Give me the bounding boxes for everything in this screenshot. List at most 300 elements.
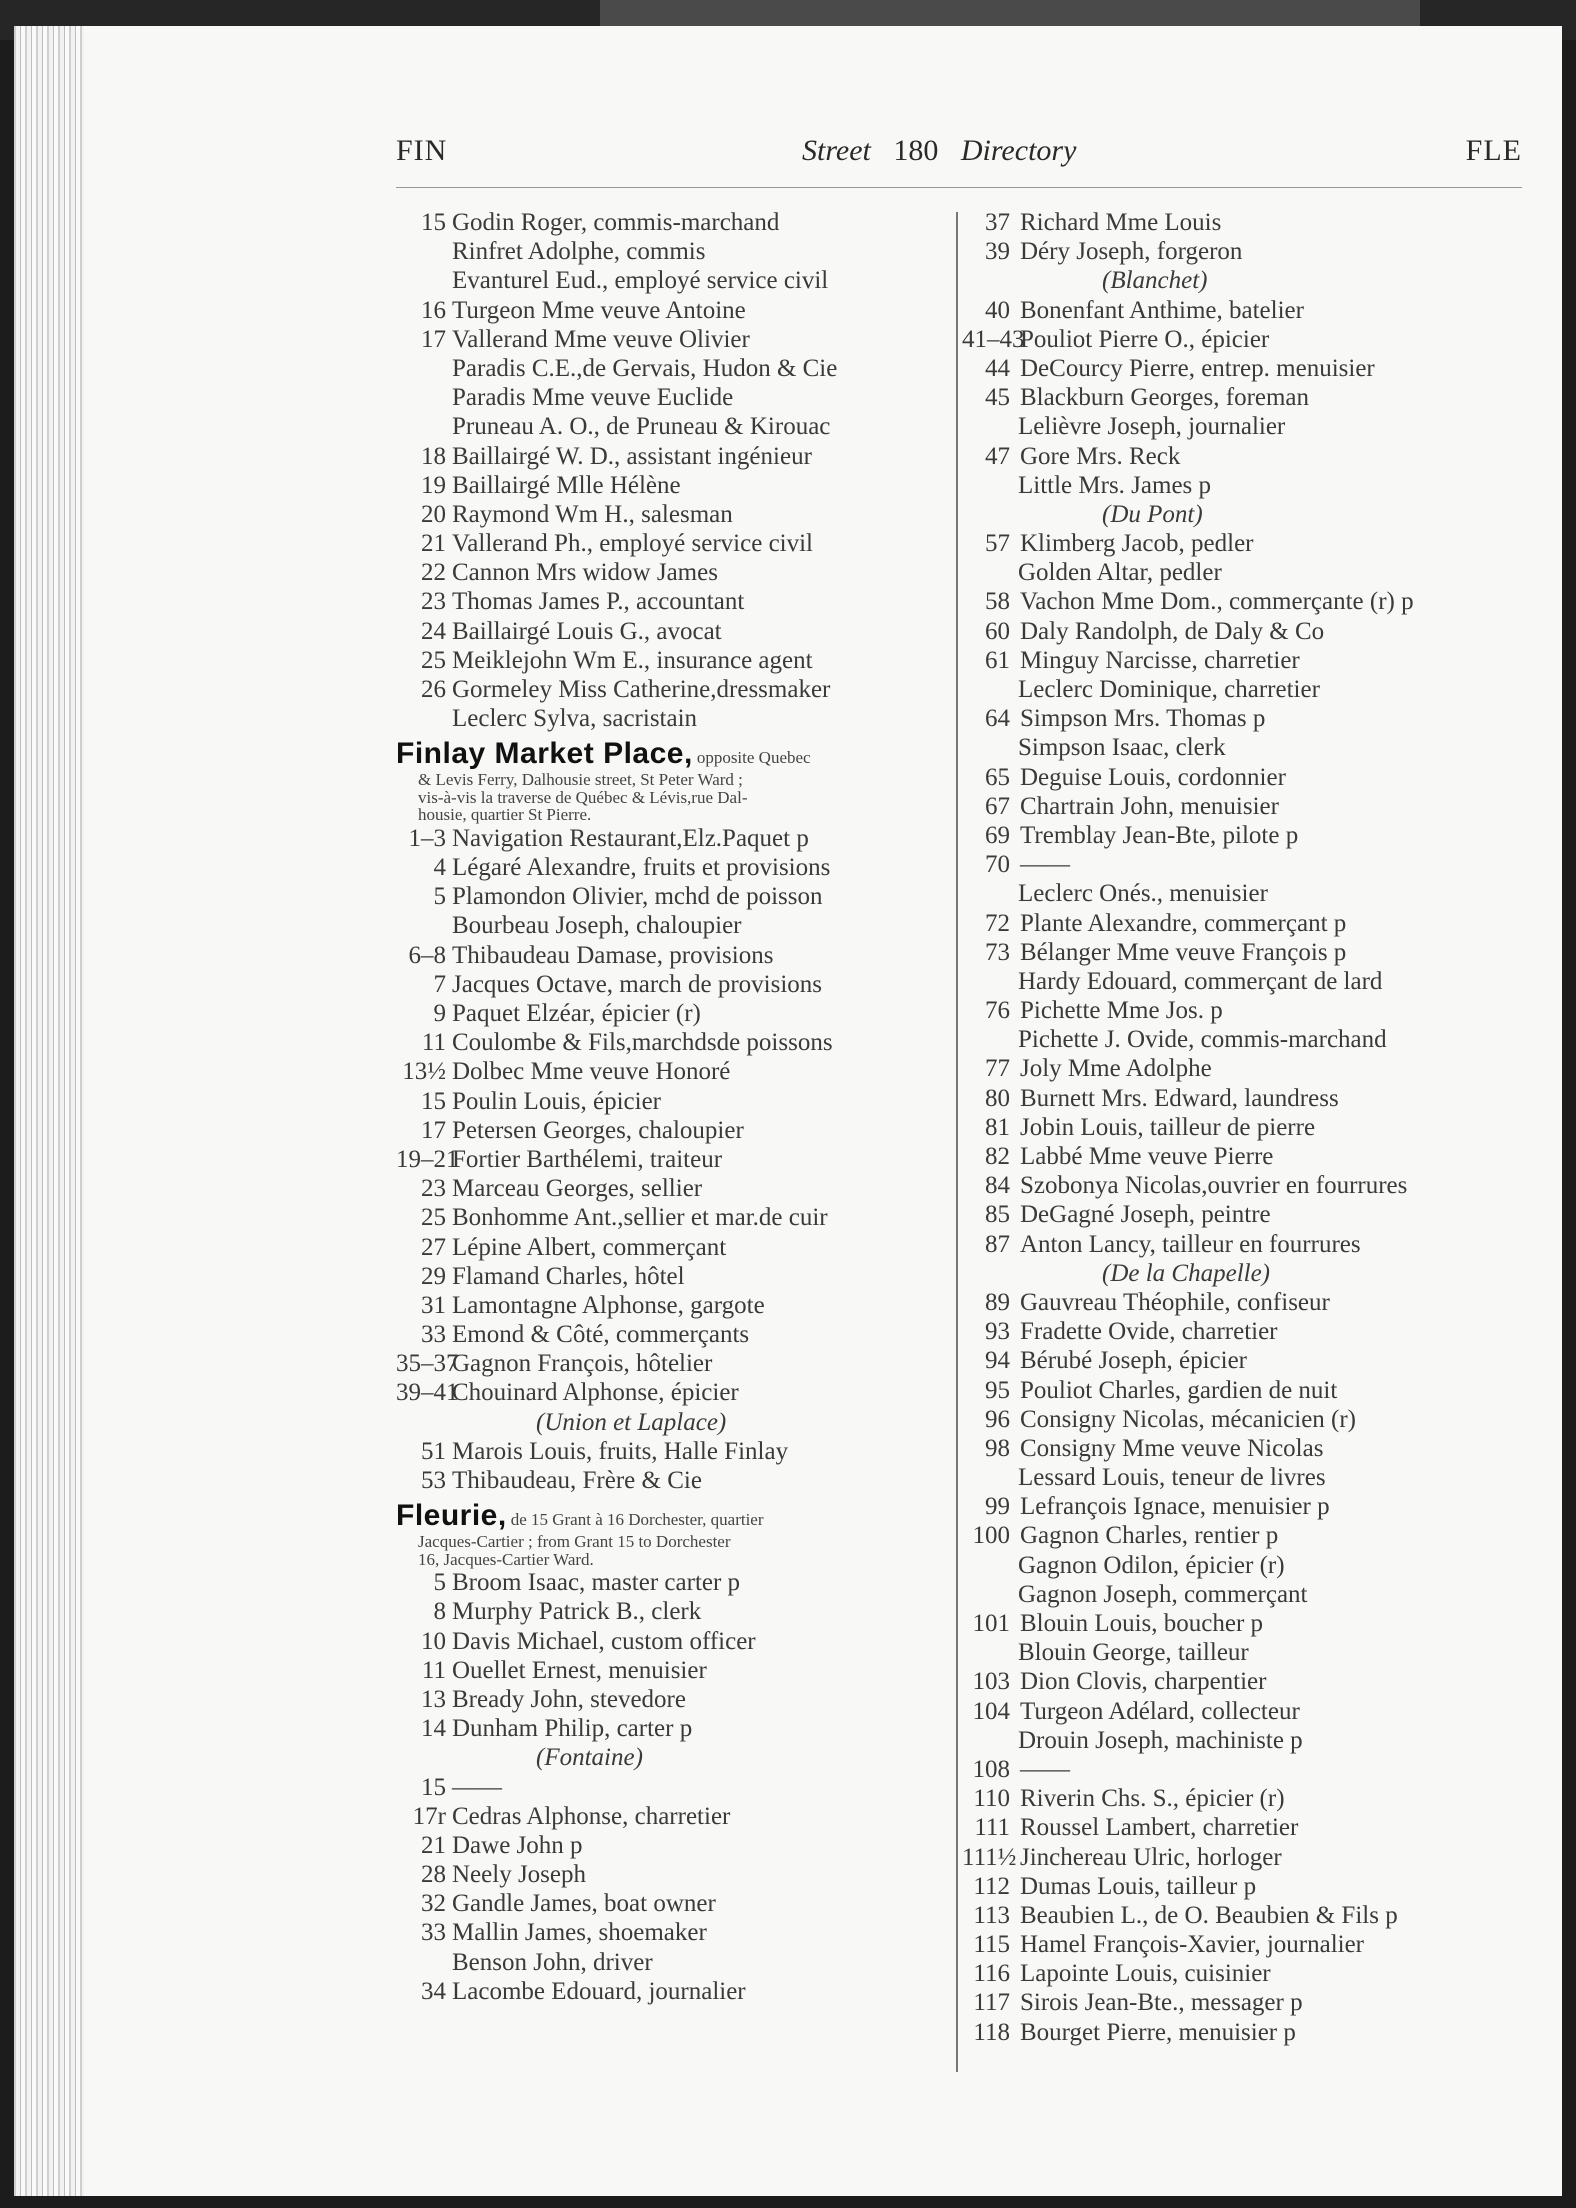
directory-entry [962,1901,1522,1930]
house-number: 73 [985,938,1010,966]
directory-entry [962,1609,1522,1638]
house-number: 15 [421,1087,446,1115]
header-title [802,134,1076,168]
resident-text: Dion Clovis, charpentier [1020,1668,1267,1696]
resident-text: Marceau Georges, sellier [452,1175,703,1203]
street-desc-line: & Levis Ferry, Dalhousie street, St Peter Ward ; [418,770,743,790]
resident-text: (Union et Laplace) [536,1408,727,1436]
resident-text: Gagnon Joseph, commerçant [1018,1580,1308,1608]
resident-text: Vallerand Mme veuve Olivier [452,325,750,353]
house-number: 4 [433,854,446,882]
directory-entry [962,1054,1522,1083]
resident-text: Simpson Mrs. Thomas p [1020,705,1266,733]
house-number: 17 [421,325,446,353]
directory-entry [396,1714,952,1743]
house-number: 95 [985,1376,1010,1404]
street-desc [396,771,952,824]
directory-entry [396,1145,952,1174]
resident-text: Turgeon Mme veuve Antoine [452,296,746,324]
resident-text: Baillairgé Louis G., avocat [452,617,722,645]
directory-entry [962,792,1522,821]
resident-text: Leclerc Sylva, sacristain [452,705,698,733]
street-name: Finlay Market Place, [396,737,693,771]
directory-entry [962,646,1522,675]
directory-entry [396,266,952,295]
house-number: 20 [421,500,446,528]
house-number: 72 [985,909,1010,937]
directory-entry [396,1378,952,1407]
house-number: 31 [421,1291,446,1319]
house-number: 93 [985,1318,1010,1346]
directory-entry [962,850,1522,879]
header-street-word: Street [802,134,871,167]
house-number: 82 [985,1143,1010,1170]
resident-text: Burnett Mrs. Edward, laundress [1020,1084,1339,1112]
resident-text: Szobonya Nicolas,ouvrier en fourrures [1020,1172,1408,1200]
house-number: 101 [972,1610,1010,1637]
directory-entry [396,1233,952,1262]
directory-entry [396,1597,952,1626]
directory-entry [396,1773,952,1802]
resident-text: Leclerc Onés., menuisier [1018,880,1268,908]
page-header [396,134,1522,182]
house-number: 57 [985,530,1010,558]
resident-text: Fortier Barthélemi, traiteur [452,1145,723,1173]
house-number: 21 [421,530,446,558]
directory-entry [396,824,952,853]
resident-text: —— [1020,851,1070,879]
directory-entry [396,325,952,354]
house-number: 37 [985,209,1010,236]
house-number: 9 [433,1000,446,1027]
resident-text: Marois Louis, fruits, Halle Finlay [452,1437,789,1465]
directory-entry [962,325,1522,354]
resident-text: Pouliot Pierre O., épicier [1020,325,1270,353]
directory-entry [396,1918,952,1947]
entries-group-c [396,1568,952,2006]
house-number: 22 [421,559,446,587]
resident-text: Anton Lancy, tailleur en fourrures [1020,1230,1361,1258]
directory-entry [396,1627,952,1656]
house-number: 41–43 [962,325,1025,353]
house-number: 89 [985,1288,1010,1316]
directory-entry [962,821,1522,850]
resident-text: Raymond Wm H., salesman [452,500,733,528]
house-number: 113 [973,1901,1010,1929]
resident-text: Chartrain John, menuisier [1020,792,1279,820]
directory-entry [962,1843,1522,1872]
directory-entry [396,911,952,940]
resident-text: Consigny Nicolas, mécanicien (r) [1020,1405,1357,1433]
house-number: 67 [985,792,1010,820]
directory-entry [396,1437,952,1466]
directory-entry [396,617,952,646]
directory-entry [962,412,1522,441]
house-number: 25 [421,646,446,674]
directory-entry [396,237,952,266]
resident-text: Golden Altar, pedler [1018,559,1222,587]
directory-entry [962,383,1522,412]
directory-entry [962,1784,1522,1813]
directory-entry [396,558,952,587]
resident-text: Neely Joseph [452,1861,586,1889]
resident-text: Lessard Louis, teneur de livres [1018,1464,1326,1492]
resident-text: Pichette J. Ovide, commis-marchand [1018,1026,1387,1054]
house-number: 24 [421,617,446,645]
directory-entry [396,1743,952,1772]
street-desc-line: Jacques-Cartier ; from Grant 15 to Dorchester [418,1532,731,1552]
house-number: 58 [985,588,1010,616]
house-number: 10 [421,1627,446,1655]
directory-entry [396,1948,952,1977]
directory-entry [962,237,1522,266]
resident-text: Thibaudeau Damase, provisions [452,941,774,969]
house-number: 103 [972,1668,1010,1696]
resident-text: Bélanger Mme veuve François p [1020,938,1347,966]
directory-entry [396,1889,952,1918]
resident-text: Bonhomme Ant.,sellier et mar.de cuir [452,1204,828,1232]
house-number: 99 [985,1493,1010,1521]
directory-entry [962,763,1522,792]
house-number: 111 [974,1814,1010,1842]
header-rule [396,187,1522,188]
directory-entry [396,354,952,383]
directory-entry [396,1291,952,1320]
directory-entry [962,1872,1522,1901]
directory-entry [962,1346,1522,1375]
house-number: 77 [985,1055,1010,1083]
house-number: 65 [985,763,1010,791]
house-number: 15 [421,1773,446,1801]
resident-text: Cedras Alphonse, charretier [452,1802,731,1830]
resident-text: Petersen Georges, chaloupier [452,1116,744,1144]
house-number: 13½ [402,1058,446,1086]
directory-entry [962,1463,1522,1492]
house-number: 115 [973,1931,1010,1959]
house-number: 18 [421,442,446,470]
header-left-key: FIN [396,134,448,167]
directory-entry [396,1685,952,1714]
house-number: 34 [421,1977,446,2005]
directory-entry [962,1988,1522,2017]
directory-entry [396,1057,952,1086]
resident-text: (Du Pont) [1102,500,1203,528]
directory-entry [962,471,1522,500]
directory-entry [396,1116,952,1145]
directory-entry [396,442,952,471]
resident-text: Gormeley Miss Catherine,dressmaker [452,676,831,703]
house-number: 17r [412,1802,446,1830]
directory-entry [962,1171,1522,1200]
resident-text: (Blanchet) [1102,267,1208,295]
directory-entry [962,996,1522,1025]
resident-text: Baillairgé W. D., assistant ingénieur [452,442,812,470]
directory-entry [962,909,1522,938]
resident-text: Bonenfant Anthime, batelier [1020,296,1304,324]
resident-text: Lelièvre Joseph, journalier [1018,413,1286,441]
house-number: 8 [433,1598,446,1626]
house-number: 27 [421,1233,446,1261]
house-number: 44 [985,354,1010,382]
left-column [396,208,952,2006]
directory-entry [396,675,952,704]
resident-text: Gore Mrs. Reck [1020,442,1181,470]
resident-text: Bready John, stevedore [452,1685,686,1713]
directory-entry [396,1831,952,1860]
entries-group-a [396,208,952,733]
directory-entry [962,587,1522,616]
house-number: 87 [985,1230,1010,1258]
street-desc-line: vis-à-vis la traverse de Québec & Lévis,rue Dal- [418,787,748,807]
directory-entry [962,1230,1522,1259]
resident-text: —— [1020,1755,1070,1783]
directory-entry [962,1084,1522,1113]
resident-text: Lacombe Edouard, journalier [452,1977,746,2005]
directory-entry [962,1288,1522,1317]
directory-entry [962,442,1522,471]
resident-text: Broom Isaac, master carter p [452,1569,741,1597]
street-desc [396,1533,952,1568]
house-number: 5 [433,883,446,911]
directory-entry [962,879,1522,908]
entries-right [962,208,1522,2047]
header-directory-word: Directory [960,134,1077,167]
house-number: 112 [973,1872,1010,1900]
house-number: 110 [973,1785,1010,1813]
resident-text: Légaré Alexandre, fruits et provisions [452,854,831,882]
street-name: Fleurie, [396,1499,507,1533]
house-number: 118 [973,2018,1010,2046]
directory-entry [396,704,952,733]
directory-entry [962,1638,1522,1667]
directory-entry [962,1667,1522,1696]
directory-entry [396,1977,952,2006]
directory-entry [962,1580,1522,1609]
directory-entry [396,999,952,1028]
house-number: 81 [985,1113,1010,1141]
directory-entry [396,1802,952,1831]
resident-text: Deguise Louis, cordonnier [1020,763,1286,791]
resident-text: Poulin Louis, épicier [452,1087,661,1115]
directory-entry [396,208,952,237]
directory-entry [396,1028,952,1057]
house-number: 11 [421,1656,446,1684]
resident-text: Benson John, driver [452,1948,653,1976]
directory-entry [962,1113,1522,1142]
house-number: 47 [985,442,1010,470]
resident-text: DeGagné Joseph, peintre [1020,1201,1271,1229]
resident-text: Bérubé Joseph, épicier [1020,1347,1248,1375]
resident-text: Vallerand Ph., employé service civil [452,530,813,558]
directory-entry [962,1200,1522,1229]
resident-text: Pichette Mme Jos. p [1020,997,1223,1025]
page-number: 180 [893,134,939,167]
resident-text: Thibaudeau, Frère & Cie [452,1467,702,1494]
resident-text: Lépine Albert, commerçant [452,1233,727,1261]
directory-entry [962,208,1522,237]
page-stack-edges [14,26,84,2196]
house-number: 15 [421,209,446,236]
directory-entry [962,354,1522,383]
directory-entry [962,1755,1522,1784]
directory-entry [962,1434,1522,1463]
directory-entry [396,941,952,970]
directory-entry [962,529,1522,558]
resident-text: DeCourcy Pierre, entrep. menuisier [1020,354,1375,382]
house-number: 28 [421,1861,446,1889]
resident-text: Déry Joseph, forgeron [1020,238,1243,266]
resident-text: (De la Chapelle) [1102,1259,1271,1287]
directory-entry [962,1259,1522,1288]
street-desc-first: opposite Quebec [696,748,811,768]
resident-text: Jinchereau Ulric, horloger [1020,1843,1282,1871]
house-number: 111½ [962,1843,1017,1871]
resident-text: Lefrançois Ignace, menuisier p [1020,1493,1330,1521]
directory-entry [962,1697,1522,1726]
directory-entry [962,675,1522,704]
house-number: 19–21 [396,1145,459,1173]
directory-entry [396,471,952,500]
house-number: 84 [985,1172,1010,1200]
resident-text: Consigny Mme veuve Nicolas [1020,1434,1324,1462]
house-number: 53 [421,1467,446,1494]
resident-text: Paradis Mme veuve Euclide [452,384,734,412]
resident-text: Evanturel Eud., employé service civil [452,267,829,295]
directory-entry [962,1025,1522,1054]
directory-entry [962,617,1522,646]
resident-text: Roussel Lambert, charretier [1020,1814,1299,1842]
house-number: 25 [421,1204,446,1232]
directory-entry [396,1408,952,1437]
house-number: 80 [985,1084,1010,1112]
resident-text: Blackburn Georges, foreman [1020,384,1310,412]
street-desc-line: housie, quartier St Pierre. [418,805,592,825]
directory-entry [962,1726,1522,1755]
house-number: 108 [972,1755,1010,1783]
resident-text: Plante Alexandre, commerçant p [1020,909,1347,937]
house-number: 104 [972,1697,1010,1725]
directory-entry [396,1262,952,1291]
resident-text: Rinfret Adolphe, commis [452,238,706,266]
directory-entry [396,646,952,675]
resident-text: Murphy Patrick B., clerk [452,1598,702,1626]
resident-text: Gagnon Odilon, épicier (r) [1018,1551,1285,1579]
house-number: 7 [433,970,446,998]
directory-entry [962,938,1522,967]
resident-text: Labbé Mme veuve Pierre [1020,1143,1274,1170]
resident-text: Bourget Pierre, menuisier p [1020,2018,1296,2046]
house-number: 33 [421,1321,446,1349]
house-number: 33 [421,1919,446,1947]
house-number: 69 [985,821,1010,849]
resident-text: Little Mrs. James p [1018,471,1212,499]
resident-text: Pouliot Charles, gardien de nuit [1020,1376,1338,1404]
street-heading-fleurie [396,1499,952,1568]
resident-text: Paradis C.E.,de Gervais, Hudon & Cie [452,354,838,382]
directory-entry [962,2018,1522,2047]
directory-entry [396,882,952,911]
resident-text: Dumas Louis, tailleur p [1020,1872,1257,1900]
resident-text: Lapointe Louis, cuisinier [1020,1960,1271,1988]
house-number: 60 [985,617,1010,645]
house-number: 16 [421,296,446,324]
resident-text: Blouin George, tailleur [1018,1639,1249,1667]
house-number: 51 [421,1437,446,1465]
directory-entry [396,1466,952,1495]
resident-text: Richard Mme Louis [1020,209,1222,236]
house-number: 1–3 [408,824,446,852]
street-desc-line: 16, Jacques-Cartier Ward. [418,1549,594,1569]
house-number: 5 [433,1569,446,1597]
resident-text: Gauvreau Théophile, confiseur [1020,1288,1330,1316]
directory-entry [396,1174,952,1203]
resident-text: Davis Michael, custom officer [452,1627,756,1655]
resident-text: Mallin James, shoemaker [452,1919,707,1947]
resident-text: Klimberg Jacob, pedler [1020,530,1254,558]
resident-text: Cannon Mrs widow James [452,559,718,587]
resident-text: Dunham Philip, carter p [452,1715,693,1743]
directory-entry [962,1521,1522,1550]
directory-entry [962,558,1522,587]
resident-text: Minguy Narcisse, charretier [1020,646,1300,674]
directory-entry [396,1349,952,1378]
directory-entry [962,1551,1522,1580]
directory-entry [396,500,952,529]
resident-text: Chouinard Alphonse, épicier [452,1379,739,1407]
house-number: 40 [985,296,1010,324]
resident-text: Drouin Joseph, machiniste p [1018,1726,1303,1754]
resident-text: —— [452,1773,502,1801]
resident-text: Dolbec Mme veuve Honoré [452,1058,731,1086]
resident-text: Paquet Elzéar, épicier (r) [452,1000,701,1027]
resident-text: (Fontaine) [536,1744,643,1772]
directory-entry [962,1317,1522,1346]
resident-text: Vachon Mme Dom., commerçante (r) p [1020,588,1414,616]
entries-group-b [396,824,952,1495]
resident-text: Dawe John p [452,1831,583,1859]
house-number: 85 [985,1201,1010,1229]
house-number: 39–41 [396,1379,459,1407]
column-divider [956,212,958,2072]
house-number: 6–8 [408,941,446,969]
resident-text: Jobin Louis, tailleur de pierre [1020,1113,1316,1141]
directory-entry [962,1813,1522,1842]
house-number: 14 [421,1715,446,1743]
directory-entry [962,967,1522,996]
house-number: 64 [985,705,1010,733]
directory-entry [396,1087,952,1116]
street-desc-first: de 15 Grant à 16 Dorchester, quartier [510,1510,764,1530]
resident-text: Hamel François-Xavier, journalier [1020,1931,1365,1959]
resident-text: Lamontagne Alphonse, gargote [452,1291,765,1319]
resident-text: Ouellet Ernest, menuisier [452,1656,707,1684]
directory-entry [396,1860,952,1889]
house-number: 11 [421,1029,446,1057]
directory-entry [962,733,1522,762]
directory-entry [396,296,952,325]
directory-entry [396,853,952,882]
right-column [962,208,1522,2047]
directory-entry [396,1568,952,1597]
directory-entry [396,970,952,999]
resident-text: Gagnon François, hôtelier [452,1350,713,1378]
house-number: 116 [973,1960,1010,1988]
resident-text: Coulombe & Fils,marchdsde poissons [452,1029,833,1057]
directory-entry [396,587,952,616]
house-number: 94 [985,1347,1010,1375]
resident-text: Emond & Côté, commerçants [452,1321,750,1349]
house-number: 26 [421,676,446,703]
